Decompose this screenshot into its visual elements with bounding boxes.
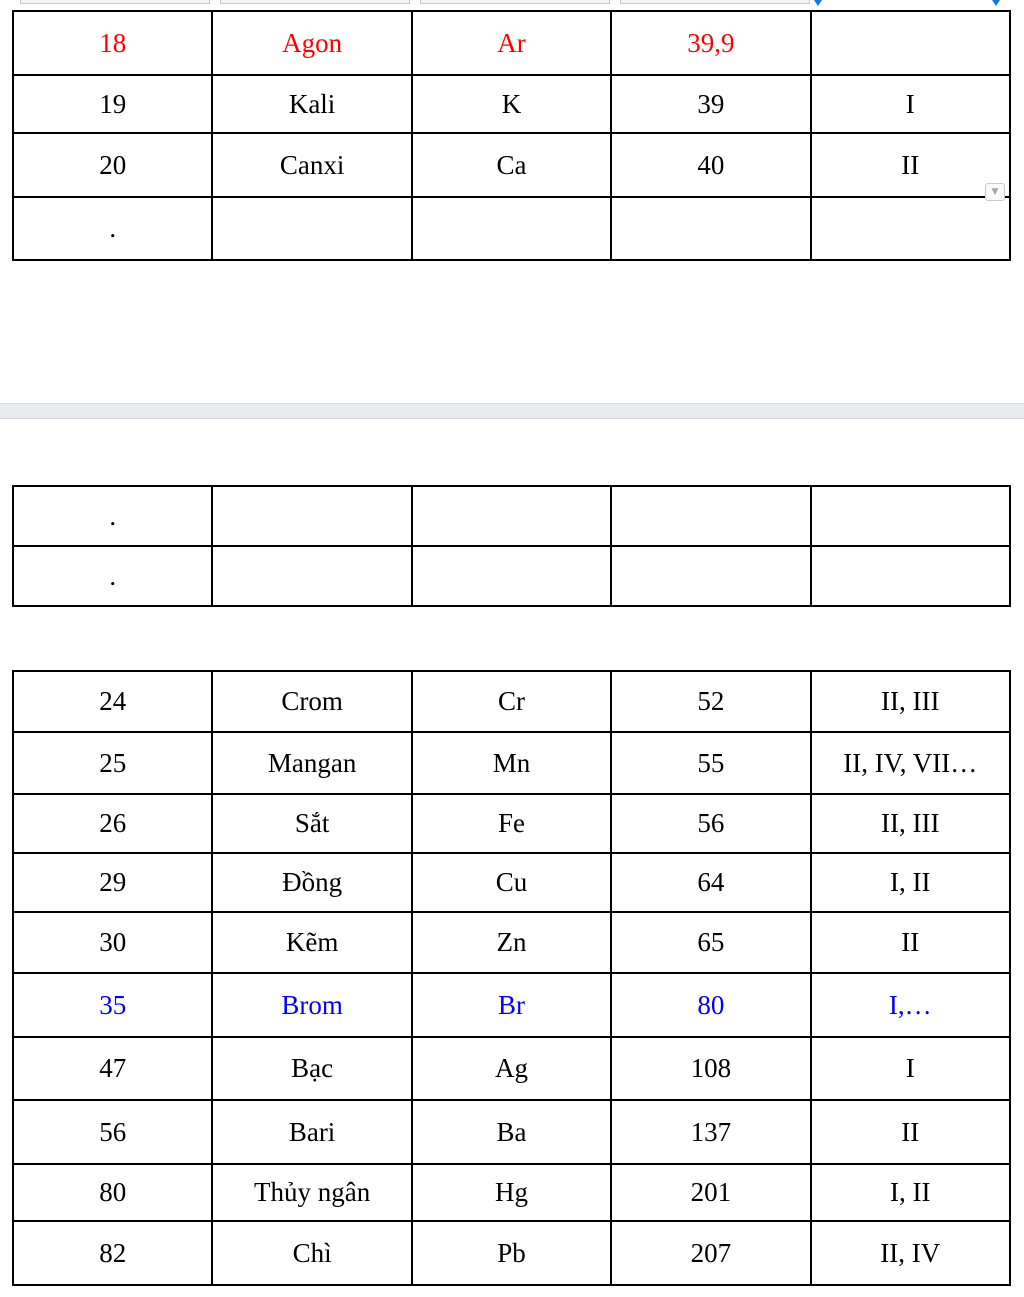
table-row bbox=[13, 1164, 1010, 1221]
page-break bbox=[0, 403, 1024, 419]
valence-cell[interactable]: I, II bbox=[811, 853, 1010, 912]
valence-cell[interactable] bbox=[811, 11, 1010, 75]
valence-cell[interactable]: I bbox=[811, 75, 1010, 133]
element-table-mid bbox=[12, 485, 1011, 607]
symbol-cell[interactable]: Fe bbox=[412, 794, 611, 853]
atomic-number-cell[interactable]: 35 bbox=[13, 973, 212, 1037]
element-name-cell[interactable]: Canxi bbox=[212, 133, 411, 197]
atomic-number-cell[interactable]: 80 bbox=[13, 1164, 212, 1221]
valence-cell[interactable]: II, III bbox=[811, 671, 1010, 732]
valence-cell[interactable]: II bbox=[811, 912, 1010, 973]
ruler-segment bbox=[620, 0, 810, 4]
atomic-mass-cell[interactable]: 39,9 bbox=[611, 11, 810, 75]
valence-cell[interactable]: II, IV, VII… bbox=[811, 732, 1010, 794]
valence-cell[interactable]: I,… bbox=[811, 973, 1010, 1037]
table-row bbox=[13, 912, 1010, 973]
element-name-cell[interactable]: Crom bbox=[212, 671, 411, 732]
ruler-segment bbox=[220, 0, 410, 4]
atomic-mass-cell[interactable]: 80 bbox=[611, 973, 810, 1037]
table-row bbox=[13, 1100, 1010, 1164]
atomic-number-cell[interactable]: . bbox=[13, 197, 212, 260]
symbol-cell[interactable] bbox=[412, 197, 611, 260]
table-row bbox=[13, 853, 1010, 912]
ruler-segment bbox=[420, 0, 610, 4]
atomic-number-cell[interactable]: 20 bbox=[13, 133, 212, 197]
atomic-mass-cell[interactable]: 64 bbox=[611, 853, 810, 912]
symbol-cell[interactable]: Ba bbox=[412, 1100, 611, 1164]
symbol-cell[interactable]: Ag bbox=[412, 1037, 611, 1100]
element-table-top bbox=[12, 10, 1011, 261]
element-name-cell[interactable]: Kali bbox=[212, 75, 411, 133]
atomic-mass-cell[interactable]: 40 bbox=[611, 133, 810, 197]
atomic-mass-cell[interactable]: 207 bbox=[611, 1221, 810, 1285]
element-name-cell[interactable]: Mangan bbox=[212, 732, 411, 794]
document-page-bottom bbox=[0, 419, 1024, 1297]
atomic-number-cell[interactable]: 30 bbox=[13, 912, 212, 973]
dropdown-arrow-icon[interactable]: ▼ bbox=[985, 183, 1005, 201]
element-name-cell[interactable]: Đồng bbox=[212, 853, 411, 912]
atomic-mass-cell[interactable] bbox=[611, 546, 810, 606]
symbol-cell[interactable]: Hg bbox=[412, 1164, 611, 1221]
element-name-cell[interactable]: Bari bbox=[212, 1100, 411, 1164]
element-name-cell[interactable]: Chì bbox=[212, 1221, 411, 1285]
element-name-cell[interactable] bbox=[212, 486, 411, 546]
atomic-mass-cell[interactable]: 65 bbox=[611, 912, 810, 973]
table-row bbox=[13, 486, 1010, 546]
valence-cell[interactable]: I, II bbox=[811, 1164, 1010, 1221]
atomic-number-cell[interactable]: 29 bbox=[13, 853, 212, 912]
atomic-mass-cell[interactable]: 52 bbox=[611, 671, 810, 732]
symbol-cell[interactable]: Br bbox=[412, 973, 611, 1037]
valence-cell[interactable] bbox=[811, 197, 1010, 260]
element-name-cell[interactable]: Bạc bbox=[212, 1037, 411, 1100]
table-row bbox=[13, 671, 1010, 732]
symbol-cell[interactable]: Ca bbox=[412, 133, 611, 197]
atomic-mass-cell[interactable] bbox=[611, 197, 810, 260]
atomic-number-cell[interactable]: 47 bbox=[13, 1037, 212, 1100]
element-name-cell[interactable] bbox=[212, 546, 411, 606]
atomic-mass-cell[interactable]: 39 bbox=[611, 75, 810, 133]
atomic-number-cell[interactable]: . bbox=[13, 486, 212, 546]
table-row bbox=[13, 1221, 1010, 1285]
atomic-number-cell[interactable]: 18 bbox=[13, 11, 212, 75]
atomic-mass-cell[interactable]: 108 bbox=[611, 1037, 810, 1100]
symbol-cell[interactable]: Pb bbox=[412, 1221, 611, 1285]
table-row bbox=[13, 546, 1010, 606]
atomic-number-cell[interactable]: . bbox=[13, 546, 212, 606]
symbol-cell[interactable] bbox=[412, 486, 611, 546]
atomic-number-cell[interactable]: 82 bbox=[13, 1221, 212, 1285]
table-row bbox=[13, 133, 1010, 197]
table-row bbox=[13, 973, 1010, 1037]
column-resize-handle[interactable] bbox=[992, 0, 1000, 6]
atomic-mass-cell[interactable]: 201 bbox=[611, 1164, 810, 1221]
valence-cell[interactable] bbox=[811, 546, 1010, 606]
atomic-mass-cell[interactable]: 56 bbox=[611, 794, 810, 853]
table-column-ruler bbox=[0, 0, 1024, 6]
table-row bbox=[13, 1037, 1010, 1100]
table-row bbox=[13, 732, 1010, 794]
symbol-cell[interactable]: Cu bbox=[412, 853, 611, 912]
atomic-number-cell[interactable]: 26 bbox=[13, 794, 212, 853]
symbol-cell[interactable]: Mn bbox=[412, 732, 611, 794]
element-name-cell[interactable]: Agon bbox=[212, 11, 411, 75]
element-name-cell[interactable] bbox=[212, 197, 411, 260]
table-row bbox=[13, 794, 1010, 853]
atomic-number-cell[interactable]: 19 bbox=[13, 75, 212, 133]
atomic-number-cell[interactable]: 56 bbox=[13, 1100, 212, 1164]
element-table-bottom bbox=[12, 670, 1011, 1286]
symbol-cell[interactable]: Ar bbox=[412, 11, 611, 75]
table-row bbox=[13, 75, 1010, 133]
element-name-cell[interactable]: Brom bbox=[212, 973, 411, 1037]
table-row bbox=[13, 11, 1010, 75]
valence-cell[interactable]: II, III bbox=[811, 794, 1010, 853]
element-name-cell[interactable]: Sắt bbox=[212, 794, 411, 853]
valence-cell[interactable]: I bbox=[811, 1037, 1010, 1100]
atomic-mass-cell[interactable] bbox=[611, 486, 810, 546]
atomic-number-cell[interactable]: 24 bbox=[13, 671, 212, 732]
ruler-segment bbox=[20, 0, 210, 4]
document-page-top bbox=[0, 0, 1024, 403]
symbol-cell[interactable] bbox=[412, 546, 611, 606]
element-name-cell[interactable]: Kẽm bbox=[212, 912, 411, 973]
symbol-cell[interactable]: K bbox=[412, 75, 611, 133]
table-row bbox=[13, 197, 1010, 260]
valence-cell[interactable]: II bbox=[811, 1100, 1010, 1164]
atomic-mass-cell[interactable]: 137 bbox=[611, 1100, 810, 1164]
symbol-cell[interactable]: Zn bbox=[412, 912, 611, 973]
atomic-mass-cell[interactable]: 55 bbox=[611, 732, 810, 794]
element-name-cell[interactable]: Thủy ngân bbox=[212, 1164, 411, 1221]
symbol-cell[interactable]: Cr bbox=[412, 671, 611, 732]
valence-cell[interactable]: II, IV bbox=[811, 1221, 1010, 1285]
valence-cell[interactable]: II bbox=[811, 133, 1010, 197]
column-resize-handle[interactable] bbox=[814, 0, 822, 6]
atomic-number-cell[interactable]: 25 bbox=[13, 732, 212, 794]
valence-cell[interactable] bbox=[811, 486, 1010, 546]
